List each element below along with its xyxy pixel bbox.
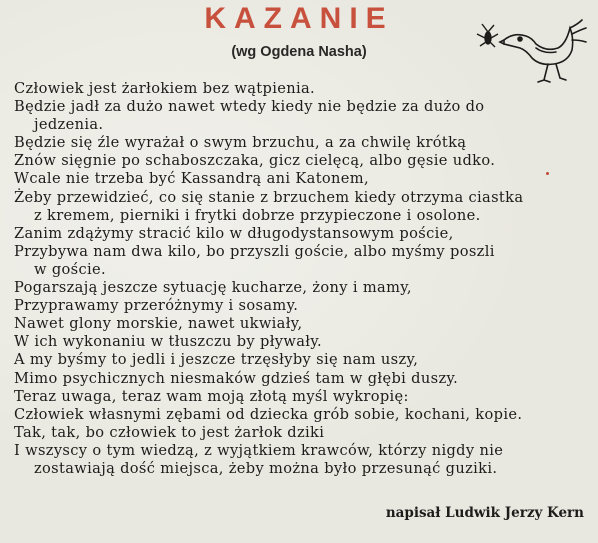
- bird-illustration-icon: [470, 18, 590, 88]
- poem-line: A my byśmy to jedli i jeszcze trzęsłyby się nam uszy,: [14, 351, 419, 369]
- poem-line: Przybywa nam dwa kilo, bo przyszli goście, albo myśmy poszli: [14, 242, 495, 260]
- poem-body: [14, 80, 592, 478]
- poem-line: Tak, tak, bo człowiek to jest żarłok dziki: [14, 423, 325, 441]
- poem-subtitle: (wg Ogdena Nasha): [231, 44, 367, 60]
- poem-line: Zanim zdążymy stracić kilo w długodystansowym poście,: [14, 224, 454, 242]
- poem-line: z kremem, pierniki i frytki dobrze przypieczone i osolone.: [34, 206, 481, 224]
- author-signature: napisał Ludwik Jerzy Kern: [385, 505, 584, 521]
- poem-line: Teraz uwaga, teraz wam moją złotą myśl wykropię:: [14, 387, 409, 405]
- poem-line: Będzie się źle wyrażał o swym brzuchu, a za chwilę krótką: [14, 134, 467, 152]
- poem-line: Człowiek własnymi zębami od dziecka grób sobie, kochani, kopie.: [14, 405, 523, 423]
- poem-line: zostawiają dość miejsca, żeby można było przesunąć guziki.: [34, 459, 498, 477]
- poem-line: Wcale nie trzeba być Kassandrą ani Katonem,: [14, 170, 369, 188]
- poem-line: Pogarszają jeszcze sytuację kucharze, żony i mamy,: [14, 279, 412, 297]
- poem-line: W ich wykonaniu w tłuszczu by pływały.: [14, 333, 323, 351]
- poem-line: w goście.: [34, 260, 107, 278]
- poem-line: Żeby przewidzieć, co się stanie z brzuchem kiedy otrzyma ciastka: [14, 188, 524, 206]
- poem-line: I wszyscy o tym wiedzą, z wyjątkiem krawców, którzy nigdy nie: [14, 441, 504, 459]
- poem-line: Przyprawamy przeróżnymy i sosamy.: [14, 297, 299, 315]
- print-speck: [546, 172, 549, 175]
- poem-line: Będzie jadł za dużo nawet wtedy kiedy nie będzie za dużo do: [14, 98, 485, 116]
- poem-line: Znów sięgnie po schaboszczaka, gicz cielęcą, albo gęsie udko.: [14, 152, 496, 170]
- poem-title: KAZANIE: [204, 2, 394, 35]
- bird-icon: [500, 20, 586, 82]
- poem-line: Mimo psychicznych niesmaków gdzieś tam w głębi duszy.: [14, 369, 459, 387]
- poem-line: Człowiek jest żarłokiem bez wątpienia.: [14, 80, 316, 97]
- insect-icon: [477, 24, 498, 47]
- poem-line: Nawet glony morskie, nawet ukwiały,: [14, 315, 303, 333]
- poem-line: jedzenia.: [34, 116, 104, 134]
